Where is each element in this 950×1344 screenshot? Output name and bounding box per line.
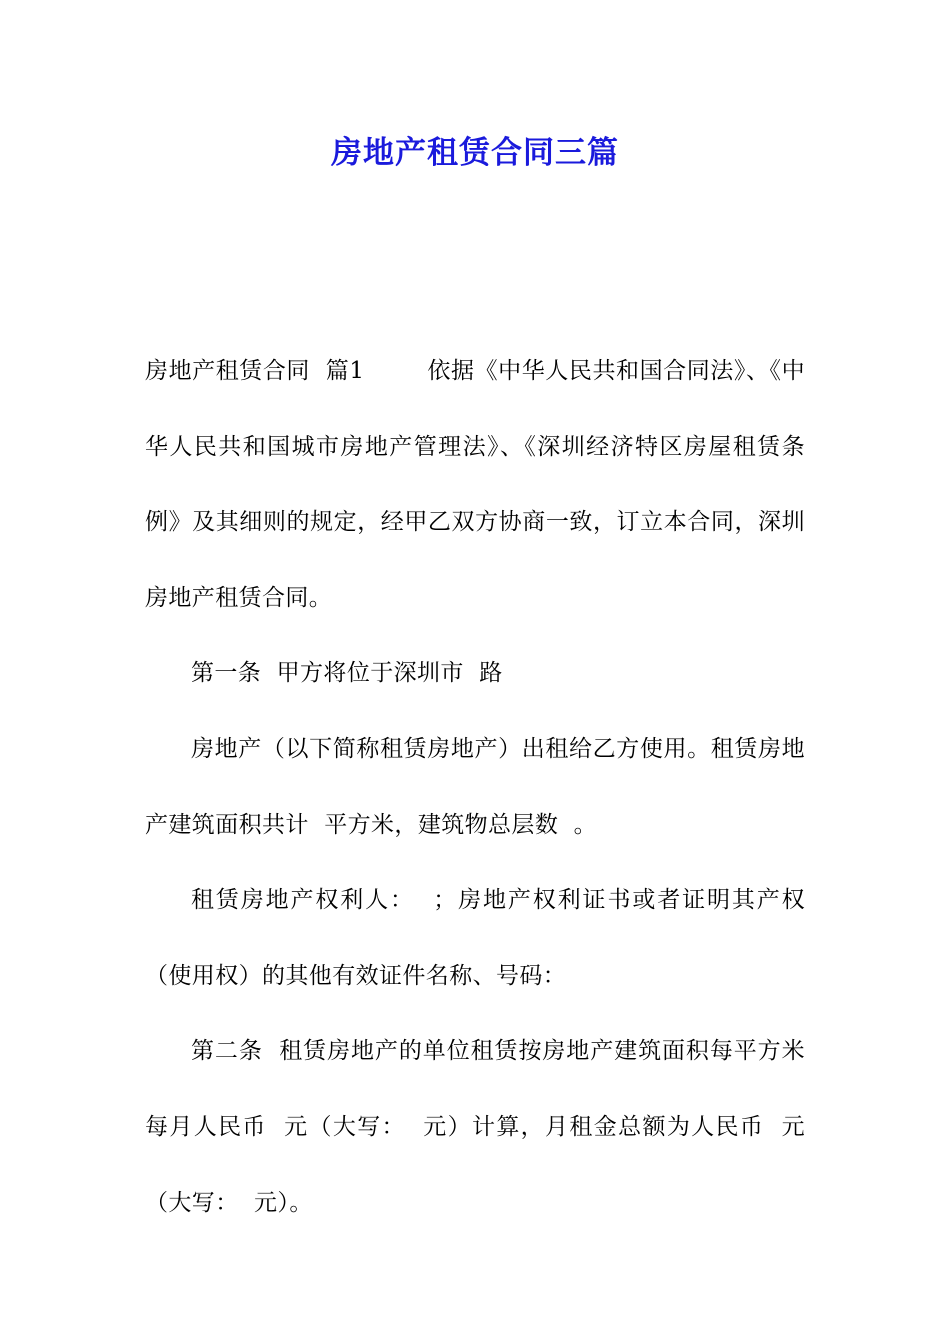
paragraph-article-2: 第二条 租赁房地产的单位租赁按房地产建筑面积每平方米每月人民币 元（大写： 元）计算，月租金总额为人民币 元（大写： 元）。 <box>145 1038 806 1216</box>
document-body <box>145 334 805 1241</box>
document-title: 房地产租赁合同三篇 <box>331 135 619 171</box>
paragraph-article-1: 第一条 甲方将位于深圳市 路 <box>191 660 503 687</box>
paragraph-property-owner: 租赁房地产权利人： ；房地产权利证书或者证明其产权（使用权）的其他有效证件名称、号码： <box>145 887 805 989</box>
paragraph-intro: 房地产租赁合同 篇1 依据《中华人民共和国合同法》、《中华人民共和国城市房地产管理法》、《深圳经济特区房屋租赁条例》及其细则的规定，经甲乙双方协商一致，订立本合同，深圳房地产租赁合同。 <box>145 358 805 611</box>
paragraph-property-description: 房地产（以下简称租赁房地产）出租给乙方使用。租赁房地产建筑面积共计 平方米，建筑物总层数 。 <box>145 735 805 838</box>
